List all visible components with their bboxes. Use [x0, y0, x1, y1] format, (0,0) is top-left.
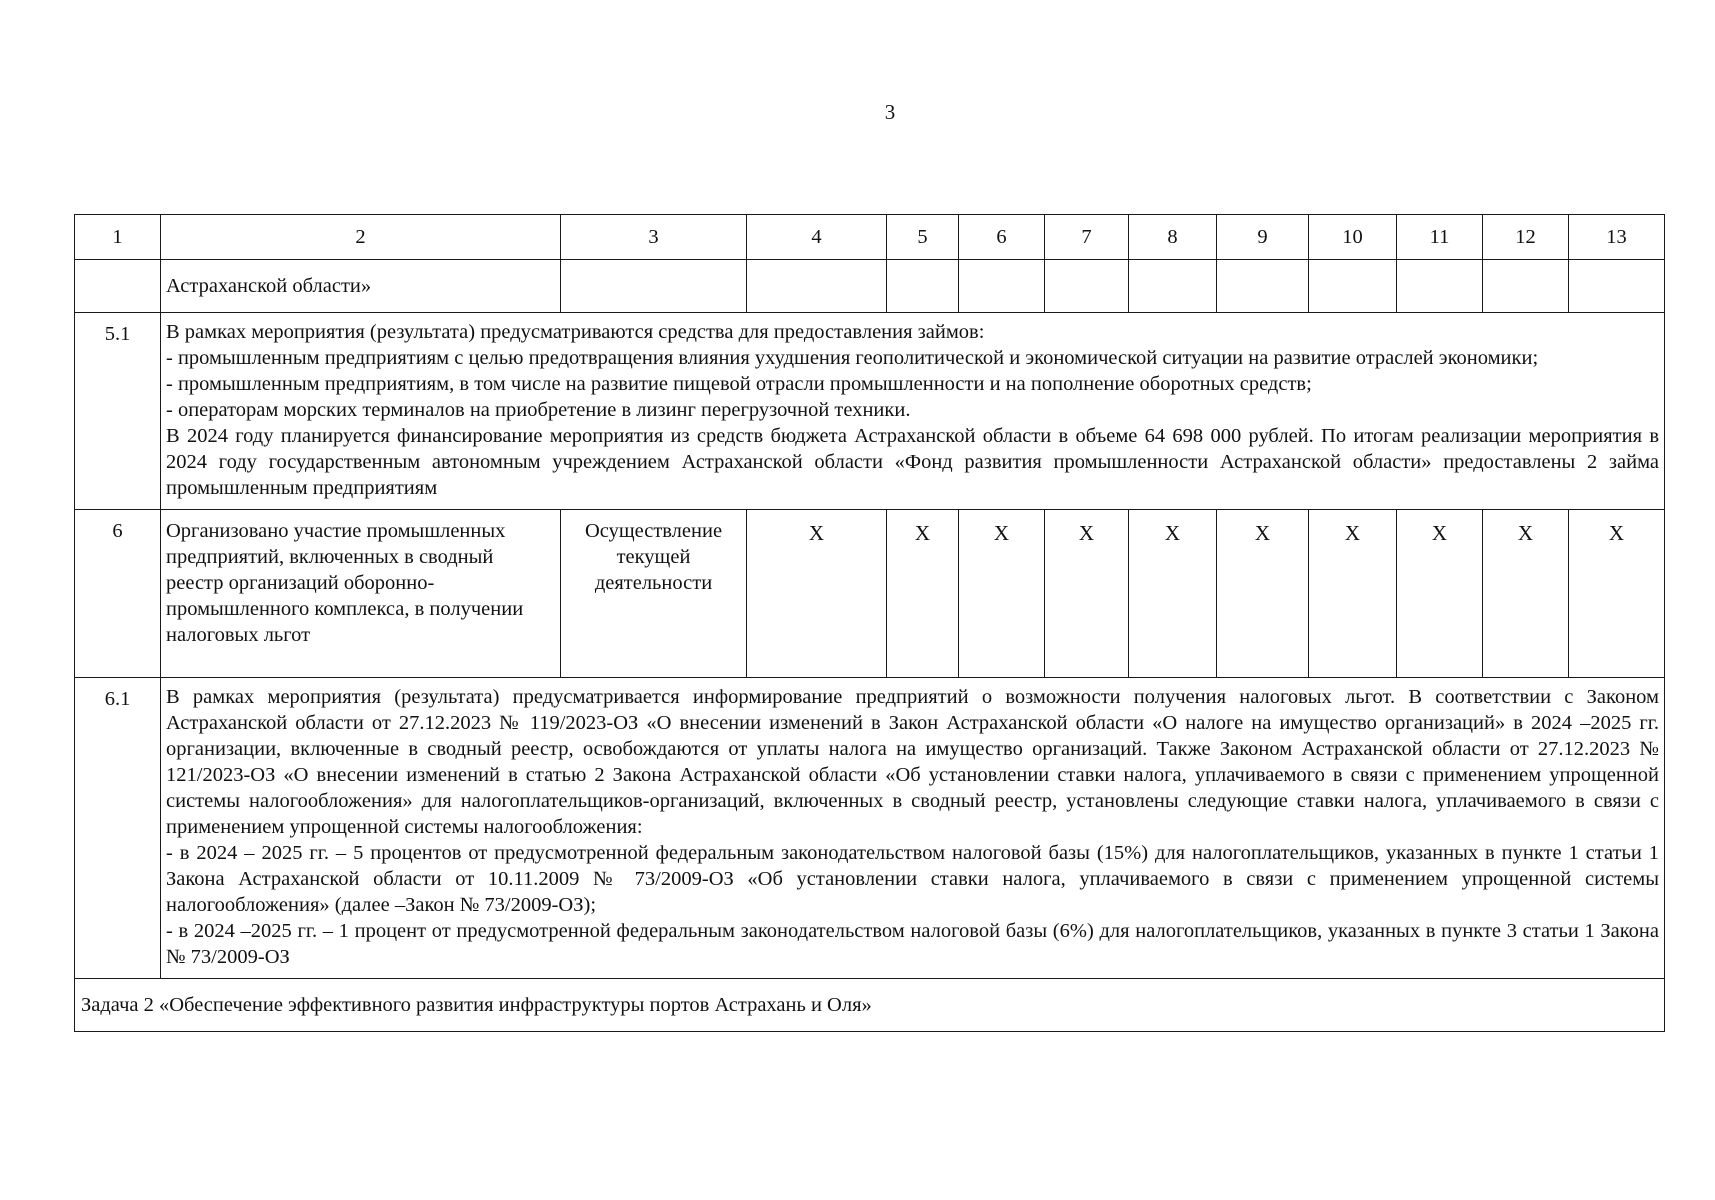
row-5-1-description — [161, 313, 1665, 510]
mark-cell: X — [1309, 510, 1397, 678]
header-cell: 1 — [75, 215, 161, 260]
row-6 — [75, 510, 1665, 678]
paragraph: - операторам морских терминалов на приобретение в лизинг перегрузочной техники. — [166, 399, 911, 421]
header-cell: 12 — [1483, 215, 1569, 260]
paragraph: - промышленным предприятиям с целью предотвращения влияния ухудшения геополитической и экономической ситуации на развитие отраслей экономики; — [166, 347, 1539, 369]
table-cell — [1129, 260, 1217, 313]
paragraph: В рамках мероприятия (результата) предусматривается информирование предприятий о возможности получения налоговых льгот. В соответствии с Законом Астраханской области от 27.12.2023 № 119/2023-ОЗ «О внесении изменений в Закон Астраханской области «О налоге на имущество организаций» в 2024 –2025 гг. организации, включенные в сводный реестр, освобождаются от уплаты налога на имущество организаций. Также Законом Астраханской области от 27.12.2023 № 121/2023-ОЗ «О внесении изменений в статью 2 Закона Астраханской области «Об установлении ставки налога, уплачиваемого в связи с применением упрощенной системы налогообложения» для налогоплательщиков-организаций, включенных в сводный реестр, установлены следующие ставки налога, уплачиваемого в связи с применением упрощенной системы налогообложения: — [166, 686, 1659, 838]
row-number: 6.1 — [75, 678, 161, 979]
mark-cell: X — [1129, 510, 1217, 678]
measure-type: Осуществление текущей деятельности — [561, 510, 747, 678]
paragraph: В рамках мероприятия (результата) предусматриваются средства для предоставления займов: — [166, 321, 985, 343]
header-cell: 9 — [1217, 215, 1309, 260]
table-cell — [561, 260, 747, 313]
table-header-row — [75, 215, 1665, 260]
row-number: 5.1 — [75, 313, 161, 510]
task-2-row — [75, 979, 1665, 1032]
table-cell — [1397, 260, 1483, 313]
mark-cell: X — [747, 510, 887, 678]
header-cell: 2 — [161, 215, 561, 260]
continuation-text: Астраханской области» — [161, 260, 561, 313]
header-cell: 13 — [1569, 215, 1665, 260]
paragraph: - в 2024 –2025 гг. – 1 процент от предусмотренной федеральным законодательством налоговой базы (6%) для налогоплательщиков, указанных в пункте 3 статьи 1 Закона № 73/2009-ОЗ — [166, 920, 1659, 968]
row-6-1-description — [161, 678, 1665, 979]
table-cell — [747, 260, 887, 313]
mark-cell: X — [1217, 510, 1309, 678]
header-cell: 5 — [887, 215, 959, 260]
header-cell: 10 — [1309, 215, 1397, 260]
measures-table — [74, 214, 1665, 1032]
table-cell — [1483, 260, 1569, 313]
continuation-row — [75, 260, 1665, 313]
measure-name: Организовано участие промышленных предприятий, включенных в сводный реестр организаций оборонно-промышленного комплекса, в получении налоговых льгот — [161, 510, 561, 678]
mark-cell: X — [1045, 510, 1129, 678]
mark-cell: X — [959, 510, 1045, 678]
paragraph: - промышленным предприятиям, в том числе на развитие пищевой отрасли промышленности и на пополнение оборотных средств; — [166, 373, 1312, 395]
table-cell — [75, 260, 161, 313]
paragraph: - в 2024 – 2025 гг. – 5 процентов от предусмотренной федеральным законодательством налоговой базы (15%) для налогоплательщиков, указанных в пункте 1 статьи 1 Закона Астраханской области от 10.11.2009 № 73/2009-ОЗ «Об установлении ставки налога, уплачиваемого в связи с применением упрощенной системы налогообложения» (далее –Закон № 73/2009-ОЗ); — [166, 842, 1659, 916]
mark-cell: X — [1483, 510, 1569, 678]
table-cell — [959, 260, 1045, 313]
header-cell: 3 — [561, 215, 747, 260]
row-5-1 — [75, 313, 1665, 510]
table-cell — [1309, 260, 1397, 313]
table-cell — [1217, 260, 1309, 313]
mark-cell: X — [887, 510, 959, 678]
header-cell: 4 — [747, 215, 887, 260]
paragraph: В 2024 году планируется финансирование мероприятия из средств бюджета Астраханской области в объеме 64 698 000 рублей. По итогам реализации мероприятия в 2024 году государственным автономным учреждением Астраханской области «Фонд развития промышленности Астраханской области» предоставлены 2 займа промышленным предприятиям — [166, 425, 1659, 499]
header-cell: 11 — [1397, 215, 1483, 260]
header-cell: 7 — [1045, 215, 1129, 260]
row-number: 6 — [75, 510, 161, 678]
table-cell — [1045, 260, 1129, 313]
page-number: 3 — [884, 100, 896, 124]
mark-cell: X — [1397, 510, 1483, 678]
table-cell — [1569, 260, 1665, 313]
mark-cell: X — [1569, 510, 1665, 678]
header-cell: 8 — [1129, 215, 1217, 260]
table-cell — [887, 260, 959, 313]
header-cell: 6 — [959, 215, 1045, 260]
row-6-1 — [75, 678, 1665, 979]
task-2-title: Задача 2 «Обеспечение эффективного развития инфраструктуры портов Астрахань и Оля» — [75, 979, 1665, 1032]
